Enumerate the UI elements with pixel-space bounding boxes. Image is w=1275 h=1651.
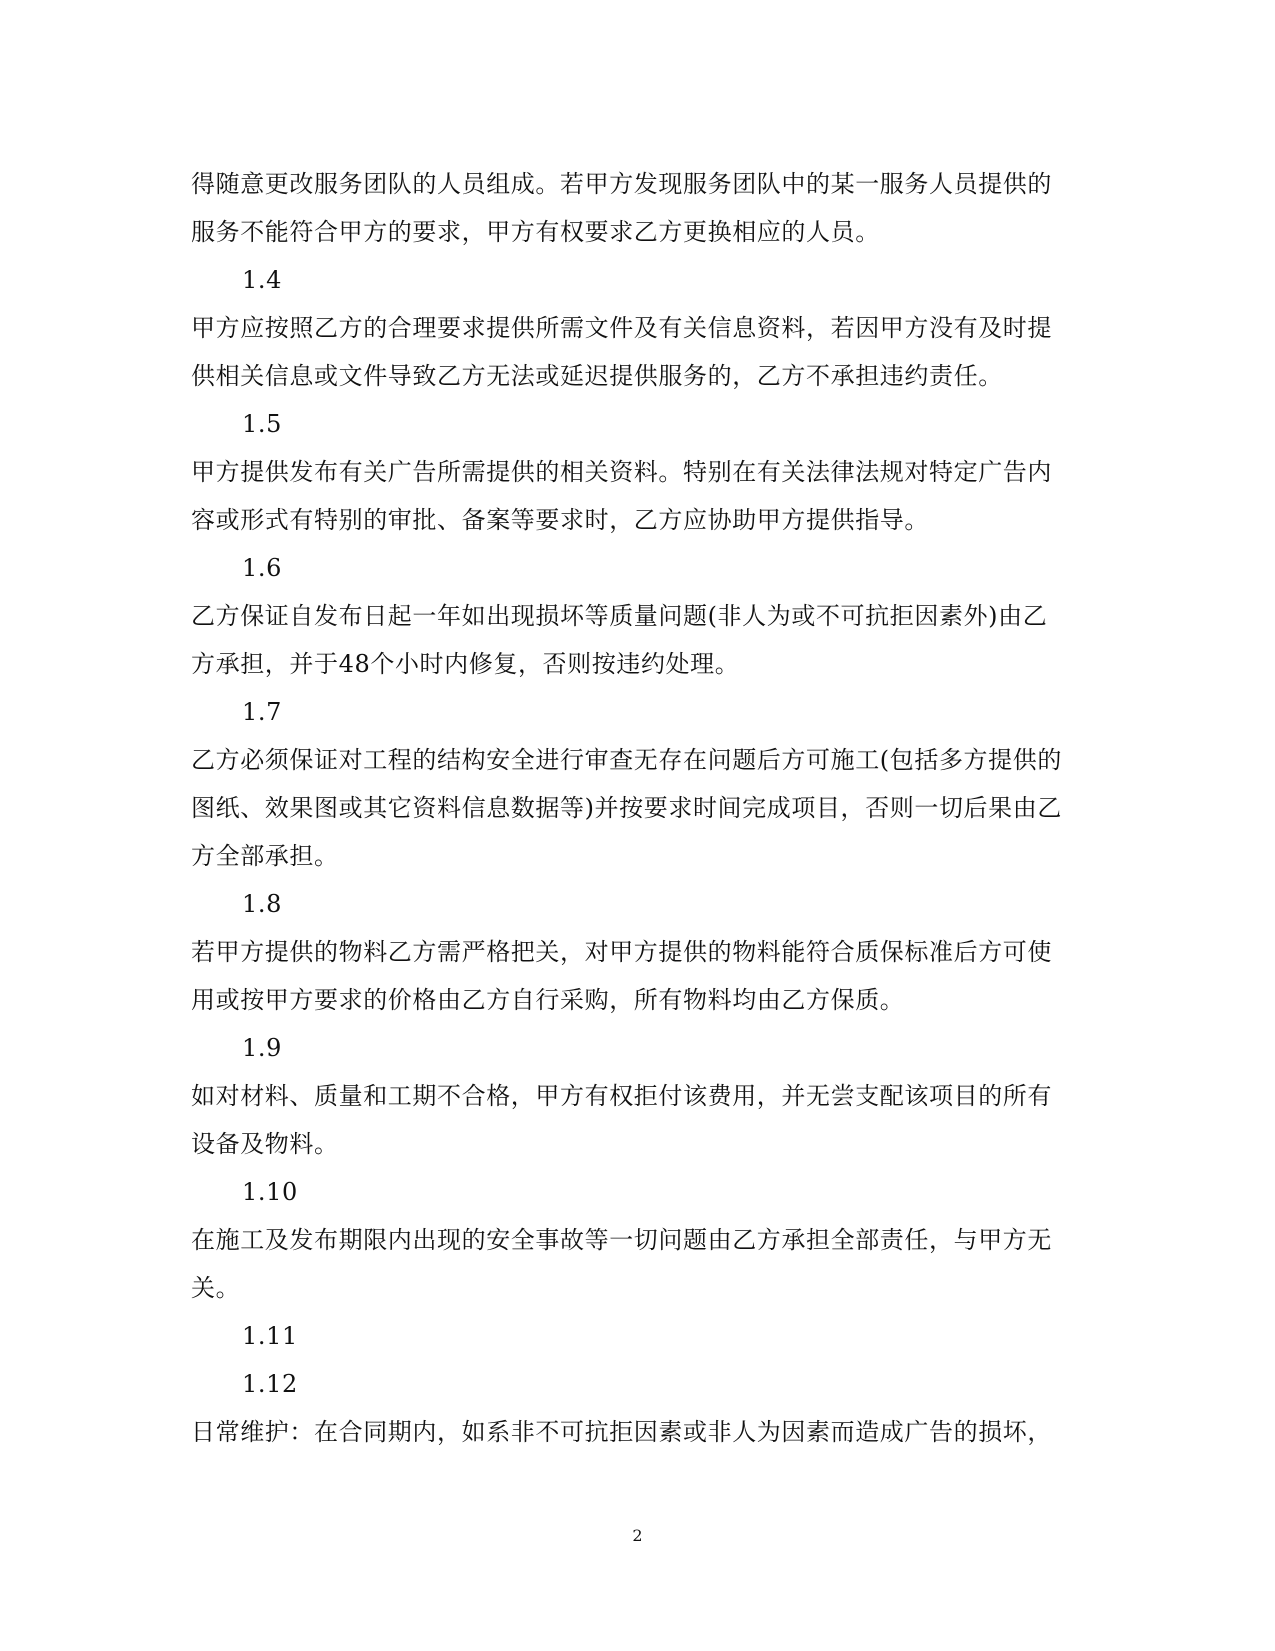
clause-number: 1.9 <box>242 1034 282 1062</box>
paragraph-line: 方承担，并于48个小时内修复，否则按违约处理。 <box>191 650 740 678</box>
page-number: 2 <box>632 1526 643 1545</box>
paragraph-line: 方全部承担。 <box>191 842 339 870</box>
clause-number: 1.5 <box>242 410 282 438</box>
clause-number: 1.11 <box>242 1322 298 1350</box>
paragraph-line: 乙方保证自发布日起一年如出现损坏等质量问题(非人为或不可抗拒因素外)由乙 <box>191 602 1048 630</box>
paragraph-line: 在施工及发布期限内出现的安全事故等一切问题由乙方承担全部责任，与甲方无 <box>191 1226 1052 1254</box>
paragraph-line: 甲方提供发布有关广告所需提供的相关资料。特别在有关法律法规对特定广告内 <box>191 458 1052 486</box>
paragraph-line: 甲方应按照乙方的合理要求提供所需文件及有关信息资料，若因甲方没有及时提 <box>191 314 1052 342</box>
paragraph-line: 供相关信息或文件导致乙方无法或延迟提供服务的，乙方不承担违约责任。 <box>191 362 1003 390</box>
paragraph-line: 图纸、效果图或其它资料信息数据等)并按要求时间完成项目，否则一切后果由乙 <box>191 794 1062 822</box>
clause-number: 1.12 <box>242 1370 298 1398</box>
clause-number: 1.4 <box>242 266 282 294</box>
paragraph-line: 日常维护：在合同期内，如系非不可抗拒因素或非人为因素而造成广告的损坏， <box>191 1418 1052 1446</box>
paragraph-line: 如对材料、质量和工期不合格，甲方有权拒付该费用，并无尝支配该项目的所有 <box>191 1082 1052 1110</box>
clause-number: 1.6 <box>242 554 282 582</box>
paragraph-line: 服务不能符合甲方的要求，甲方有权要求乙方更换相应的人员。 <box>191 218 880 246</box>
paragraph-line: 容或形式有特别的审批、备案等要求时，乙方应协助甲方提供指导。 <box>191 506 929 534</box>
document-body <box>191 160 1081 1456</box>
paragraph-line: 关。 <box>191 1274 241 1302</box>
clause-number: 1.8 <box>242 890 282 918</box>
clause-number: 1.10 <box>242 1178 298 1206</box>
paragraph-line: 若甲方提供的物料乙方需严格把关，对甲方提供的物料能符合质保标准后方可使 <box>191 938 1052 966</box>
paragraph-line: 用或按甲方要求的价格由乙方自行采购，所有物料均由乙方保质。 <box>191 986 905 1014</box>
clause-number: 1.7 <box>242 698 282 726</box>
paragraph-line: 乙方必须保证对工程的结构安全进行审查无存在问题后方可施工(包括多方提供的 <box>191 746 1062 774</box>
paragraph-line: 得随意更改服务团队的人员组成。若甲方发现服务团队中的某一服务人员提供的 <box>191 170 1052 198</box>
paragraph-line: 设备及物料。 <box>191 1130 339 1158</box>
